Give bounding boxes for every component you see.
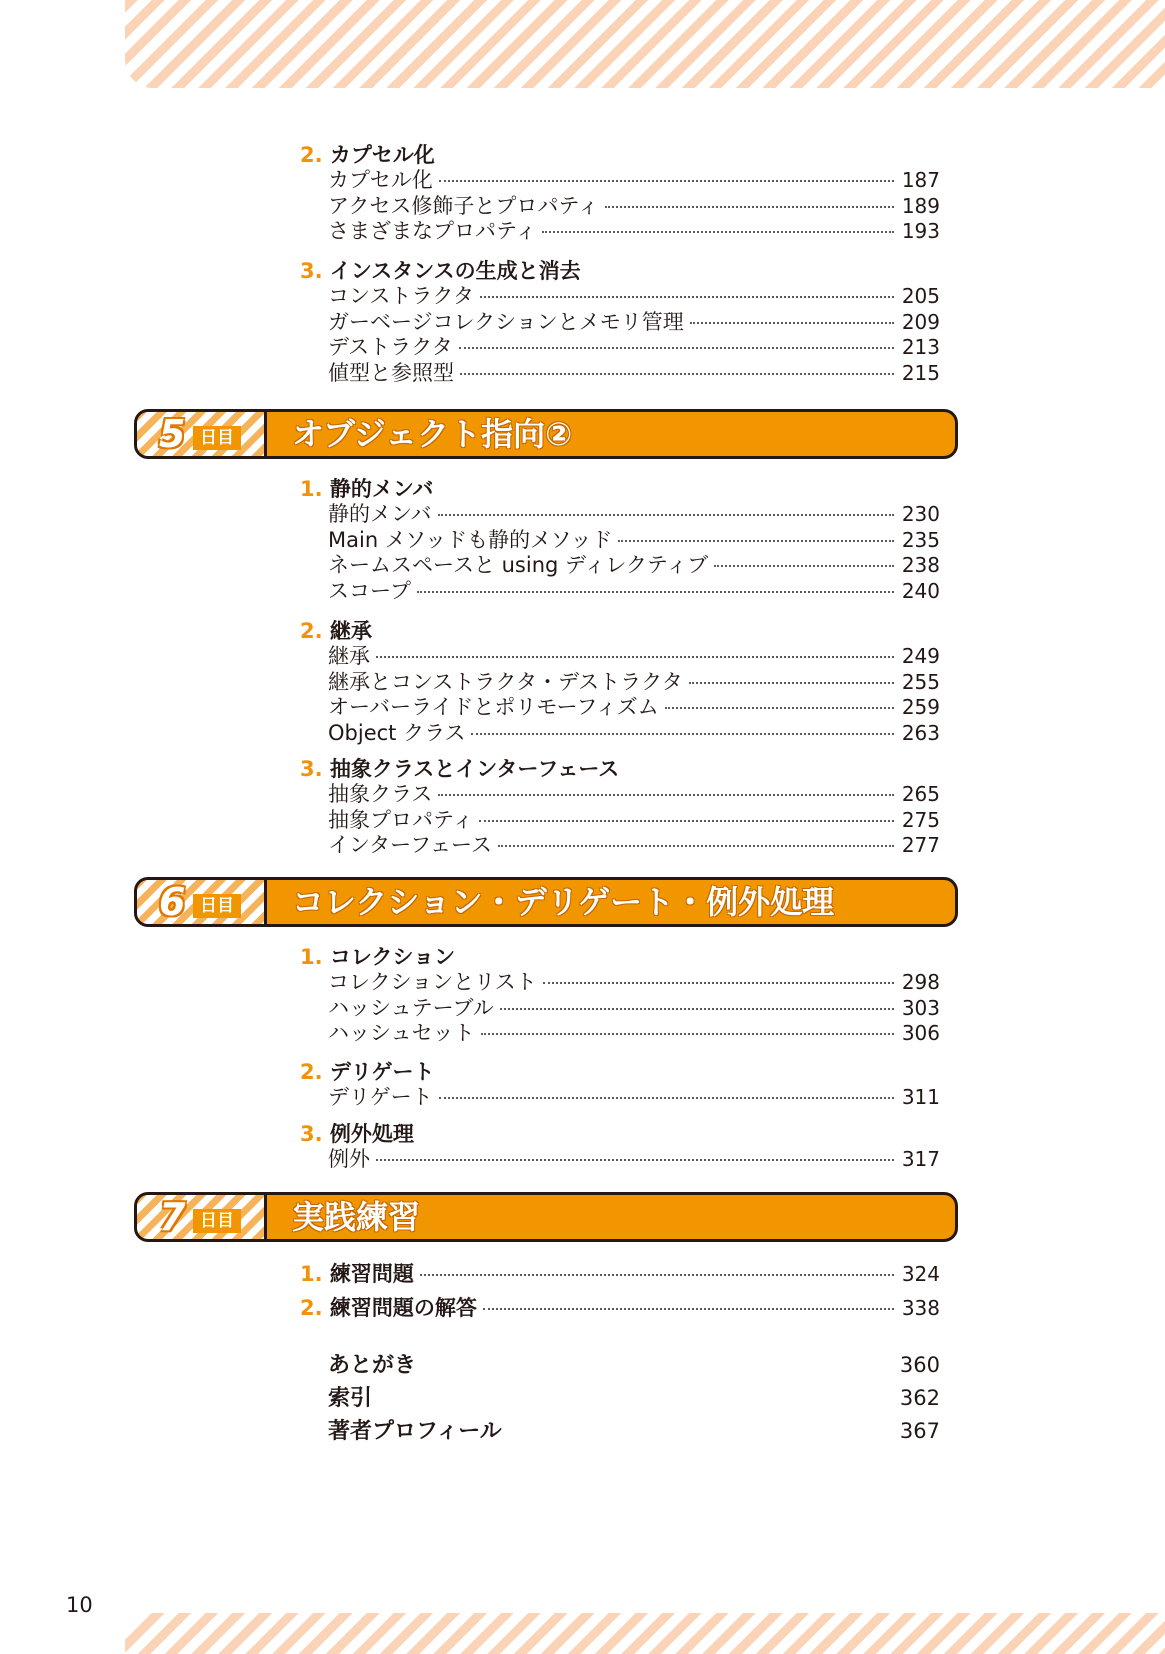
toc-entry[interactable]: スコープ 240 <box>328 578 940 603</box>
toc-entry[interactable]: 継承 249 <box>328 644 940 668</box>
toc-section <box>300 614 940 746</box>
toc-entry[interactable]: ガーベージコレクションとメモリ管理 209 <box>328 309 940 334</box>
toc-section <box>300 254 940 386</box>
toc-section <box>300 940 940 1047</box>
day-7-banner[interactable] <box>134 1192 958 1242</box>
toc-section <box>300 752 940 859</box>
day-number: 7 <box>159 1195 186 1239</box>
toc-section <box>300 472 940 604</box>
back-matter <box>328 1349 940 1448</box>
section-heading[interactable]: 3. インスタンスの生成と消去 <box>300 259 581 283</box>
day-badge <box>137 1195 267 1239</box>
day-title: 実践練習 <box>292 1198 421 1236</box>
section-heading[interactable]: 2. 継承 <box>300 619 372 643</box>
toc-entry[interactable]: 抽象プロパティ 275 <box>328 807 940 832</box>
toc-entry[interactable]: デストラクタ 213 <box>328 335 940 359</box>
page-number: 10 <box>66 1593 93 1617</box>
day-5-banner[interactable] <box>134 409 958 459</box>
toc-section <box>300 1117 940 1173</box>
toc-section <box>300 1255 940 1323</box>
back-matter-entry[interactable]: 索引 362 <box>328 1386 940 1411</box>
day-number: 5 <box>159 412 186 456</box>
section-heading[interactable]: 2. デリゲート <box>300 1060 435 1084</box>
day-6-banner[interactable] <box>134 877 958 927</box>
day-unit: 日目 <box>193 894 241 918</box>
toc-entry[interactable]: さまざまなプロパティ 193 <box>328 219 940 243</box>
day-number: 6 <box>159 880 186 924</box>
toc-entry[interactable]: コレクションとリスト 298 <box>328 970 940 994</box>
toc-entry[interactable]: コンストラクタ 205 <box>328 284 940 308</box>
toc-section <box>300 1055 940 1111</box>
toc-entry[interactable]: インターフェース 277 <box>328 833 940 857</box>
toc-entry[interactable]: 値型と参照型 215 <box>328 360 940 385</box>
back-matter-entry[interactable]: あとがき 360 <box>328 1353 940 1378</box>
toc-entry[interactable]: 2. 練習問題の解答 338 <box>300 1296 940 1320</box>
toc-entry[interactable]: カプセル化 187 <box>328 168 940 192</box>
toc-entry[interactable]: ハッシュテーブル 303 <box>328 995 940 1020</box>
toc-section <box>300 138 940 245</box>
day-unit: 日目 <box>193 426 241 450</box>
toc-entry[interactable]: 抽象クラス 265 <box>328 782 940 806</box>
day-badge <box>137 880 267 924</box>
toc-entry[interactable]: デリゲート 311 <box>328 1085 940 1109</box>
section-heading[interactable]: 2. カプセル化 <box>300 143 435 167</box>
section-heading[interactable]: 1. コレクション <box>300 945 456 969</box>
day-unit: 日目 <box>193 1209 241 1233</box>
toc-entry[interactable]: Main メソッドも静的メソッド 235 <box>328 527 940 552</box>
toc-entry[interactable]: 1. 練習問題 324 <box>300 1262 940 1286</box>
section-heading[interactable]: 1. 静的メンバ <box>300 477 434 501</box>
toc-entry[interactable]: ネームスペースと using ディレクティブ 238 <box>328 553 940 577</box>
toc-entry[interactable]: 例外 317 <box>328 1147 940 1171</box>
day-title: オブジェクト指向② <box>292 415 573 453</box>
toc-entry[interactable]: アクセス修飾子とプロパティ 189 <box>328 193 940 218</box>
day-badge <box>137 412 267 456</box>
toc-entry[interactable]: 継承とコンストラクタ・デストラクタ 255 <box>328 669 940 694</box>
back-matter-entry[interactable]: 著者プロフィール 367 <box>328 1419 940 1444</box>
toc-entry[interactable]: Object クラス 263 <box>328 720 940 745</box>
toc-entry[interactable]: オーバーライドとポリモーフィズム 259 <box>328 695 940 719</box>
section-heading[interactable]: 3. 例外処理 <box>300 1122 414 1146</box>
toc-entry[interactable]: ハッシュセット 306 <box>328 1021 940 1045</box>
section-heading[interactable]: 3. 抽象クラスとインターフェース <box>300 757 620 781</box>
toc-entry[interactable]: 静的メンバ 230 <box>328 502 940 526</box>
day-title: コレクション・デリゲート・例外処理 <box>292 883 835 921</box>
